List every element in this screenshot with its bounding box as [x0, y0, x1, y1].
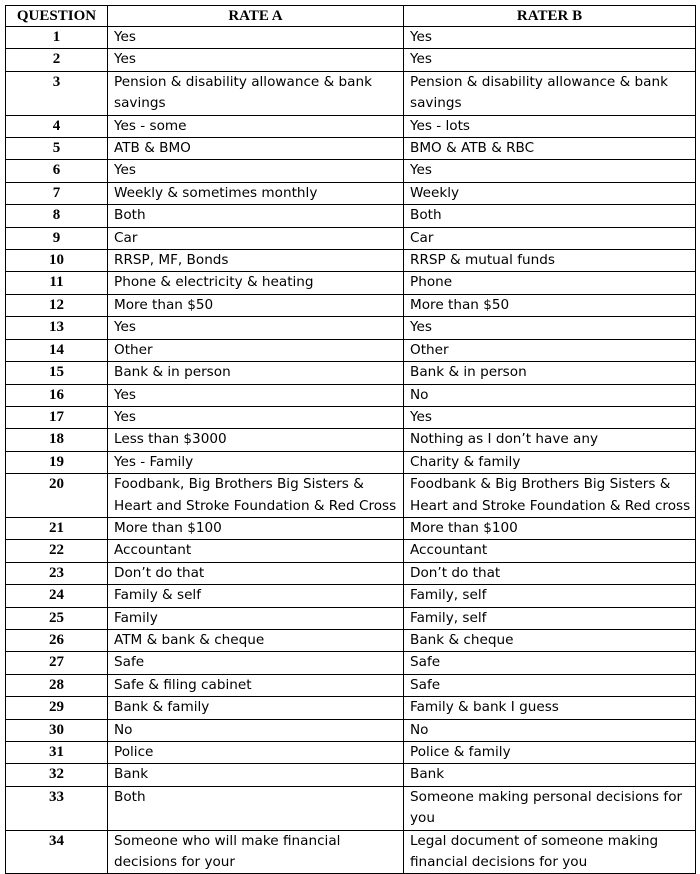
question-number-cell: 21 — [6, 517, 108, 539]
rate-a-answer-cell: Yes — [108, 49, 404, 71]
rater-b-answer-cell: Phone — [404, 272, 696, 294]
table-row — [6, 451, 696, 473]
table-row — [6, 786, 696, 830]
table-row — [6, 429, 696, 451]
table-row — [6, 607, 696, 629]
rater-b-answer-cell: Someone making personal decisions for you — [404, 786, 696, 830]
rater-b-answer-cell: Accountant — [404, 540, 696, 562]
rate-a-answer-cell: Pension & disability allowance & bank savings — [108, 71, 404, 115]
question-number-cell: 27 — [6, 652, 108, 674]
table-row — [6, 27, 696, 49]
rate-a-answer-cell: RRSP, MF, Bonds — [108, 250, 404, 272]
rater-b-answer-cell: Police & family — [404, 742, 696, 764]
rater-b-answer-cell: Weekly — [404, 182, 696, 204]
rater-b-answer-cell: Legal document of someone making financial decisions for you — [404, 830, 696, 874]
question-number-cell: 23 — [6, 562, 108, 584]
question-number-cell: 3 — [6, 71, 108, 115]
table-row — [6, 406, 696, 428]
rater-b-answer-cell: Bank & in person — [404, 362, 696, 384]
table-row — [6, 138, 696, 160]
rater-b-answer-cell: Car — [404, 227, 696, 249]
rater-b-answer-cell: More than $100 — [404, 517, 696, 539]
table-row — [6, 205, 696, 227]
rater-b-answer-cell: Yes — [404, 317, 696, 339]
header-row — [6, 6, 696, 27]
rate-a-answer-cell: Bank — [108, 764, 404, 786]
rate-a-answer-cell: Phone & electricity & heating — [108, 272, 404, 294]
rate-a-answer-cell: Yes — [108, 406, 404, 428]
rater-b-answer-cell: Nothing as I don’t have any — [404, 429, 696, 451]
table-row — [6, 339, 696, 361]
table-row — [6, 517, 696, 539]
table-row — [6, 182, 696, 204]
rate-a-answer-cell: Family & self — [108, 585, 404, 607]
question-number-cell: 11 — [6, 272, 108, 294]
table-row — [6, 384, 696, 406]
rate-a-answer-cell: Yes - some — [108, 115, 404, 137]
rate-a-answer-cell: Less than $3000 — [108, 429, 404, 451]
table-row — [6, 71, 696, 115]
rater-b-answer-cell: Safe — [404, 652, 696, 674]
table-row — [6, 540, 696, 562]
table-row — [6, 160, 696, 182]
table-row — [6, 562, 696, 584]
rater-b-answer-cell: Charity & family — [404, 451, 696, 473]
question-number-cell: 12 — [6, 294, 108, 316]
rater-response-table — [5, 5, 696, 874]
rate-a-answer-cell: More than $100 — [108, 517, 404, 539]
rate-a-answer-cell: Car — [108, 227, 404, 249]
question-column-header: QUESTION — [6, 6, 108, 27]
rater-b-answer-cell: No — [404, 719, 696, 741]
table-row — [6, 317, 696, 339]
rate-a-answer-cell: Yes - Family — [108, 451, 404, 473]
rater-b-answer-cell: Other — [404, 339, 696, 361]
rate-a-answer-cell: Yes — [108, 384, 404, 406]
rate-a-answer-cell: Family — [108, 607, 404, 629]
question-number-cell: 1 — [6, 27, 108, 49]
rater-b-answer-cell: Bank — [404, 764, 696, 786]
rater-b-answer-cell: Don’t do that — [404, 562, 696, 584]
rater-b-answer-cell: RRSP & mutual funds — [404, 250, 696, 272]
question-number-cell: 33 — [6, 786, 108, 830]
question-number-cell: 2 — [6, 49, 108, 71]
rater-b-answer-cell: Family, self — [404, 585, 696, 607]
question-number-cell: 26 — [6, 629, 108, 651]
rater-b-answer-cell: Yes — [404, 49, 696, 71]
rater-b-answer-cell: Family, self — [404, 607, 696, 629]
rate-a-answer-cell: Yes — [108, 317, 404, 339]
question-number-cell: 22 — [6, 540, 108, 562]
rate-a-answer-cell: Don’t do that — [108, 562, 404, 584]
rater-b-answer-cell: Foodbank & Big Brothers Big Sisters & Heart and Stroke Foundation & Red cross — [404, 474, 696, 518]
question-number-cell: 16 — [6, 384, 108, 406]
rater-b-answer-cell: Safe — [404, 674, 696, 696]
question-number-cell: 10 — [6, 250, 108, 272]
question-number-cell: 29 — [6, 697, 108, 719]
rate-a-answer-cell: Safe — [108, 652, 404, 674]
rate-a-answer-cell: Accountant — [108, 540, 404, 562]
table-row — [6, 115, 696, 137]
question-number-cell: 32 — [6, 764, 108, 786]
rate-a-answer-cell: More than $50 — [108, 294, 404, 316]
question-number-cell: 8 — [6, 205, 108, 227]
table-row — [6, 294, 696, 316]
question-number-cell: 13 — [6, 317, 108, 339]
rater-b-answer-cell: Yes — [404, 27, 696, 49]
rate-a-answer-cell: Weekly & sometimes monthly — [108, 182, 404, 204]
table-row — [6, 272, 696, 294]
table-row — [6, 629, 696, 651]
question-number-cell: 30 — [6, 719, 108, 741]
table-body — [6, 27, 696, 874]
rate-a-answer-cell: No — [108, 719, 404, 741]
question-number-cell: 24 — [6, 585, 108, 607]
question-number-cell: 25 — [6, 607, 108, 629]
response-table-container — [5, 5, 696, 874]
rater-b-answer-cell: Yes — [404, 406, 696, 428]
rate-a-answer-cell: Foodbank, Big Brothers Big Sisters & Heart and Stroke Foundation & Red Cross — [108, 474, 404, 518]
table-row — [6, 674, 696, 696]
question-number-cell: 6 — [6, 160, 108, 182]
rate-a-answer-cell: Safe & filing cabinet — [108, 674, 404, 696]
rate-a-answer-cell: Yes — [108, 160, 404, 182]
rater-b-answer-cell: Both — [404, 205, 696, 227]
question-number-cell: 9 — [6, 227, 108, 249]
rate-a-answer-cell: Someone who will make financial decisions for your — [108, 830, 404, 874]
question-number-cell: 19 — [6, 451, 108, 473]
question-number-cell: 4 — [6, 115, 108, 137]
rate-a-column-header: RATE A — [108, 6, 404, 27]
table-row — [6, 49, 696, 71]
question-number-cell: 14 — [6, 339, 108, 361]
rater-b-answer-cell: Yes — [404, 160, 696, 182]
question-number-cell: 18 — [6, 429, 108, 451]
table-row — [6, 830, 696, 874]
table-row — [6, 227, 696, 249]
table-row — [6, 474, 696, 518]
rater-b-answer-cell: No — [404, 384, 696, 406]
rater-b-answer-cell: Pension & disability allowance & bank savings — [404, 71, 696, 115]
table-row — [6, 697, 696, 719]
question-number-cell: 20 — [6, 474, 108, 518]
question-number-cell: 15 — [6, 362, 108, 384]
question-number-cell: 17 — [6, 406, 108, 428]
rate-a-answer-cell: Police — [108, 742, 404, 764]
table-row — [6, 652, 696, 674]
rate-a-answer-cell: ATM & bank & cheque — [108, 629, 404, 651]
rate-a-answer-cell: Both — [108, 205, 404, 227]
table-row — [6, 250, 696, 272]
question-number-cell: 7 — [6, 182, 108, 204]
table-row — [6, 362, 696, 384]
table-row — [6, 585, 696, 607]
rate-a-answer-cell: Bank & family — [108, 697, 404, 719]
rate-a-answer-cell: Yes — [108, 27, 404, 49]
rater-b-column-header: RATER B — [404, 6, 696, 27]
table-row — [6, 764, 696, 786]
table-row — [6, 719, 696, 741]
rate-a-answer-cell: ATB & BMO — [108, 138, 404, 160]
rater-b-answer-cell: Family & bank I guess — [404, 697, 696, 719]
question-number-cell: 28 — [6, 674, 108, 696]
table-row — [6, 742, 696, 764]
rater-b-answer-cell: BMO & ATB & RBC — [404, 138, 696, 160]
rater-b-answer-cell: Bank & cheque — [404, 629, 696, 651]
rate-a-answer-cell: Bank & in person — [108, 362, 404, 384]
rater-b-answer-cell: Yes - lots — [404, 115, 696, 137]
question-number-cell: 34 — [6, 830, 108, 874]
rater-b-answer-cell: More than $50 — [404, 294, 696, 316]
question-number-cell: 5 — [6, 138, 108, 160]
rate-a-answer-cell: Both — [108, 786, 404, 830]
question-number-cell: 31 — [6, 742, 108, 764]
rate-a-answer-cell: Other — [108, 339, 404, 361]
